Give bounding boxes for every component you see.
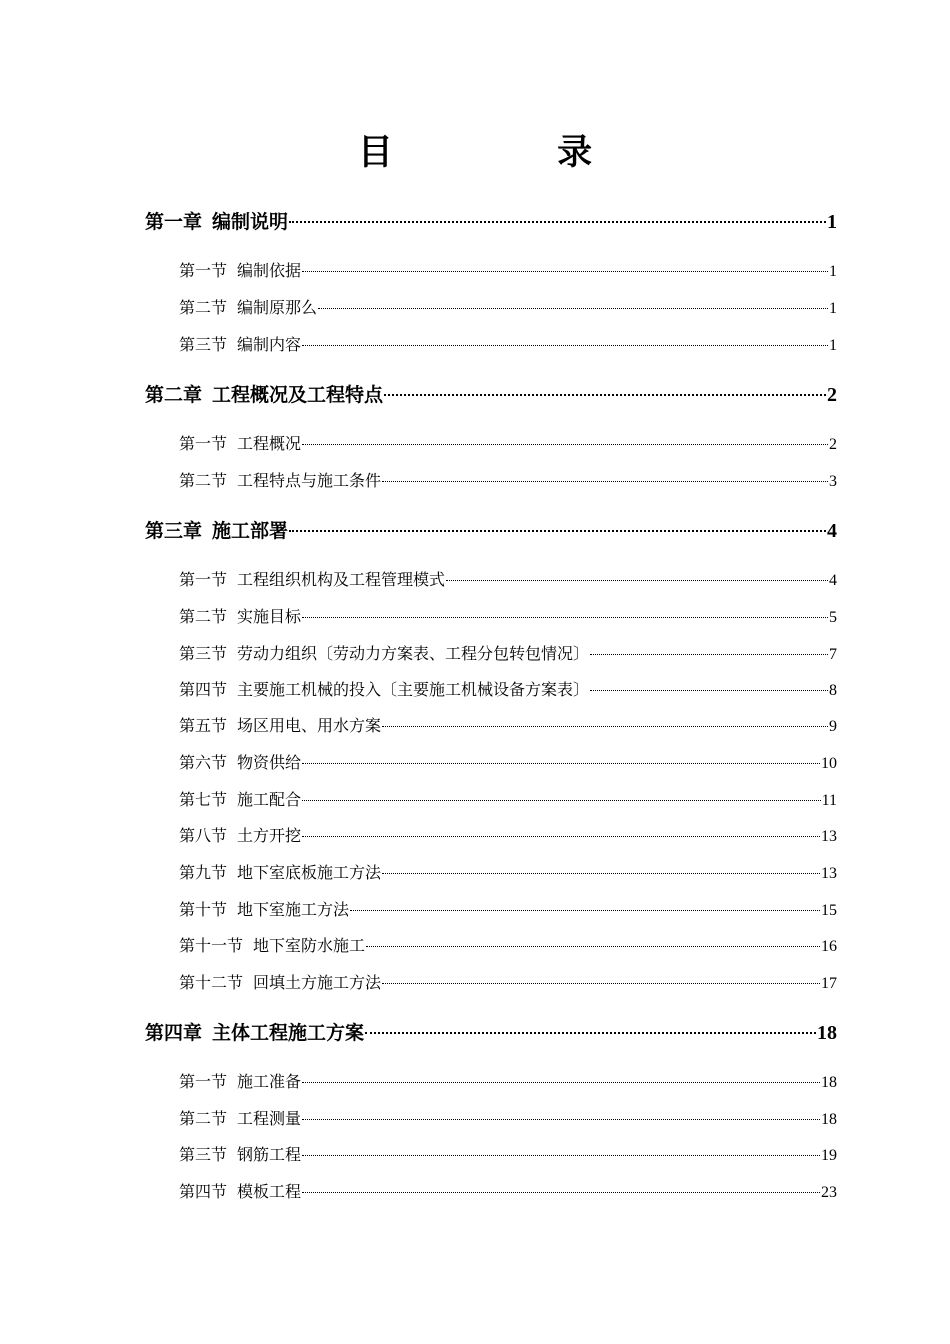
toc-entry-title: 工程测量: [237, 1109, 302, 1128]
toc-entry-number: 第一节: [179, 261, 228, 280]
dot-leader: [302, 1082, 820, 1083]
toc-entry-label: [145, 1019, 364, 1047]
dot-leader: [302, 345, 828, 346]
dot-leader: [302, 836, 820, 837]
toc-entry-title: 地下室底板施工方法: [237, 863, 382, 882]
toc-entry-title: 编制内容: [237, 335, 302, 354]
dot-leader: [446, 580, 828, 581]
toc-entry-label: [179, 568, 445, 592]
toc-section-entry[interactable]: [179, 259, 837, 283]
toc-entry-label: [179, 333, 301, 357]
toc-entry-label: [145, 381, 383, 409]
toc-entry-label: [179, 1070, 301, 1094]
toc-entry-number: 第一节: [179, 1072, 228, 1091]
toc-entry-number: 第十一节: [179, 936, 244, 955]
toc-entry-number: 第六节: [179, 753, 228, 772]
toc-section-entry[interactable]: [179, 642, 837, 666]
toc-section-entry[interactable]: [179, 934, 837, 958]
toc-section-entry[interactable]: [179, 568, 837, 592]
toc-entry-title: 施工准备: [237, 1072, 302, 1091]
toc-page-number: 18: [817, 1022, 837, 1044]
toc-entry-number: 第五节: [179, 716, 228, 735]
toc-chapter-entry[interactable]: [145, 1019, 837, 1047]
toc-page-number: 4: [827, 520, 837, 542]
toc-page-number: 9: [829, 718, 837, 735]
dot-leader: [365, 1032, 816, 1034]
toc-entry-label: [179, 1107, 301, 1131]
dot-leader: [382, 481, 828, 482]
toc-entry-title: 主要施工机械的投入〔主要施工机械设备方案表〕: [237, 680, 590, 699]
toc-entry-number: 第九节: [179, 863, 228, 882]
toc-entry-title: 工程特点与施工条件: [237, 471, 382, 490]
toc-entry-label: [179, 469, 381, 493]
toc-page-number: 17: [821, 975, 837, 992]
toc-section-entry[interactable]: [179, 432, 837, 456]
toc-chapter-entry[interactable]: [145, 381, 837, 409]
toc-entry-label: [179, 642, 589, 666]
dot-leader: [302, 763, 820, 764]
toc-entry-label: [179, 605, 301, 629]
toc-entry-number: 第一节: [179, 570, 228, 589]
toc-page-number: 16: [821, 938, 837, 955]
toc-entry-number: 第一节: [179, 434, 228, 453]
toc-entry-number: 第一章: [145, 211, 203, 233]
toc-entry-number: 第三节: [179, 644, 228, 663]
toc-page-number: 13: [821, 865, 837, 882]
toc-entry-title: 编制依据: [237, 261, 302, 280]
toc-entry-label: [145, 517, 288, 545]
dot-leader: [302, 1155, 820, 1156]
toc-entry-title: 土方开挖: [237, 826, 302, 845]
toc-entry-title: 钢筋工程: [237, 1145, 302, 1164]
toc-section-entry[interactable]: [179, 605, 837, 629]
dot-leader: [289, 530, 826, 532]
toc-entry-label: [179, 751, 301, 775]
toc-entry-number: 第二节: [179, 298, 228, 317]
dot-leader: [302, 617, 828, 618]
toc-entry-title: 模板工程: [237, 1182, 302, 1201]
toc-page-number: 7: [829, 646, 837, 663]
toc-entry-title: 编制原那么: [237, 298, 318, 317]
dot-leader: [318, 308, 828, 309]
dot-leader: [302, 444, 828, 445]
toc-entry-number: 第三章: [145, 520, 203, 542]
toc-entry-title: 工程组织机构及工程管理模式: [237, 570, 446, 589]
toc-entry-number: 第四节: [179, 1182, 228, 1201]
toc-entry-number: 第二节: [179, 607, 228, 626]
toc-page-number: 5: [829, 609, 837, 626]
toc-section-entry[interactable]: [179, 971, 837, 995]
dot-leader: [366, 946, 820, 947]
toc-page-number: 2: [827, 384, 837, 406]
toc-entry-number: 第四章: [145, 1022, 203, 1044]
toc-section-entry[interactable]: [179, 714, 837, 738]
toc-page-number: 23: [821, 1184, 837, 1201]
toc-entry-title: 主体工程施工方案: [212, 1022, 365, 1044]
toc-entry-label: [179, 678, 589, 702]
toc-entry-title: 场区用电、用水方案: [237, 716, 382, 735]
toc-page-number: 19: [821, 1147, 837, 1164]
toc-chapter-entry[interactable]: [145, 208, 837, 236]
toc-entry-title: 物资供给: [237, 753, 302, 772]
toc-page-number: 3: [829, 473, 837, 490]
dot-leader: [382, 726, 828, 727]
toc-entry-label: [179, 824, 301, 848]
toc-entry-number: 第二节: [179, 471, 228, 490]
dot-leader: [302, 800, 821, 801]
toc-section-entry[interactable]: [179, 824, 837, 848]
toc-entry-number: 第十二节: [179, 973, 244, 992]
toc-section-entry[interactable]: [179, 469, 837, 493]
toc-page-number: 1: [829, 263, 837, 280]
toc-page-number: 4: [829, 572, 837, 589]
toc-entry-number: 第二章: [145, 384, 203, 406]
toc-page-number: 13: [821, 828, 837, 845]
toc-page-number: 1: [829, 337, 837, 354]
toc-entry-title: 施工配合: [237, 790, 302, 809]
toc-page-number: 18: [821, 1074, 837, 1091]
toc-entry-label: [179, 259, 301, 283]
dot-leader: [302, 271, 828, 272]
dot-leader: [382, 983, 820, 984]
toc-entry-label: [179, 714, 381, 738]
toc-entry-number: 第七节: [179, 790, 228, 809]
toc-entry-label: [179, 898, 349, 922]
toc-section-entry[interactable]: [179, 296, 837, 320]
toc-section-entry[interactable]: [179, 861, 837, 885]
dot-leader: [384, 394, 826, 396]
toc-entry-title: 实施目标: [237, 607, 302, 626]
toc-entry-title: 地下室施工方法: [237, 900, 350, 919]
toc-entry-label: [179, 296, 317, 320]
toc-entry-number: 第十节: [179, 900, 228, 919]
toc-page-number: 10: [821, 755, 837, 772]
toc-entry-label: [179, 788, 301, 812]
dot-leader: [350, 910, 820, 911]
toc-entry-label: [179, 971, 381, 995]
toc-entry-title: 工程概况: [237, 434, 302, 453]
toc-section-entry[interactable]: [179, 1143, 837, 1167]
toc-entry-title: 施工部署: [212, 520, 289, 542]
toc-entry-label: [179, 432, 301, 456]
toc-entry-label: [179, 934, 365, 958]
toc-page-number: 8: [829, 682, 837, 699]
toc-page-number: 11: [821, 792, 837, 809]
toc-entry-title: 编制说明: [212, 211, 289, 233]
toc-entry-label: [145, 208, 288, 236]
dot-leader: [590, 690, 828, 691]
toc-entry-title: 回填土方施工方法: [253, 973, 382, 992]
dot-leader: [289, 221, 826, 223]
toc-page-number: 1: [829, 300, 837, 317]
toc-entry-number: 第四节: [179, 680, 228, 699]
toc-page-number: 15: [821, 902, 837, 919]
toc-entry-label: [179, 1180, 301, 1204]
dot-leader: [382, 873, 820, 874]
toc-entry-title: 地下室防水施工: [253, 936, 366, 955]
toc-entry-label: [179, 861, 381, 885]
toc-entry-number: 第三节: [179, 1145, 228, 1164]
toc-page-number: 2: [829, 436, 837, 453]
toc-page-number: 1: [827, 211, 837, 233]
toc-entry-label: [179, 1143, 301, 1167]
toc-section-entry[interactable]: [179, 788, 837, 812]
dot-leader: [590, 654, 828, 655]
toc-entry-number: 第二节: [179, 1109, 228, 1128]
toc-chapter-entry[interactable]: [145, 517, 837, 545]
toc-section-entry[interactable]: [179, 678, 837, 702]
dot-leader: [302, 1192, 820, 1193]
toc-entry-title: 工程概况及工程特点: [212, 384, 384, 406]
toc-section-entry[interactable]: [179, 1070, 837, 1094]
toc-section-entry[interactable]: [179, 898, 837, 922]
toc-section-entry[interactable]: [179, 1180, 837, 1204]
toc-section-entry[interactable]: [179, 1107, 837, 1131]
dot-leader: [302, 1119, 820, 1120]
toc-section-entry[interactable]: [179, 751, 837, 775]
toc-entry-number: 第三节: [179, 335, 228, 354]
toc-entry-title: 劳动力组织〔劳动力方案表、工程分包转包情况〕: [237, 644, 590, 663]
toc-page-number: 18: [821, 1111, 837, 1128]
toc-section-entry[interactable]: [179, 333, 837, 357]
toc-entry-number: 第八节: [179, 826, 228, 845]
toc-title: 目 录: [357, 133, 669, 173]
